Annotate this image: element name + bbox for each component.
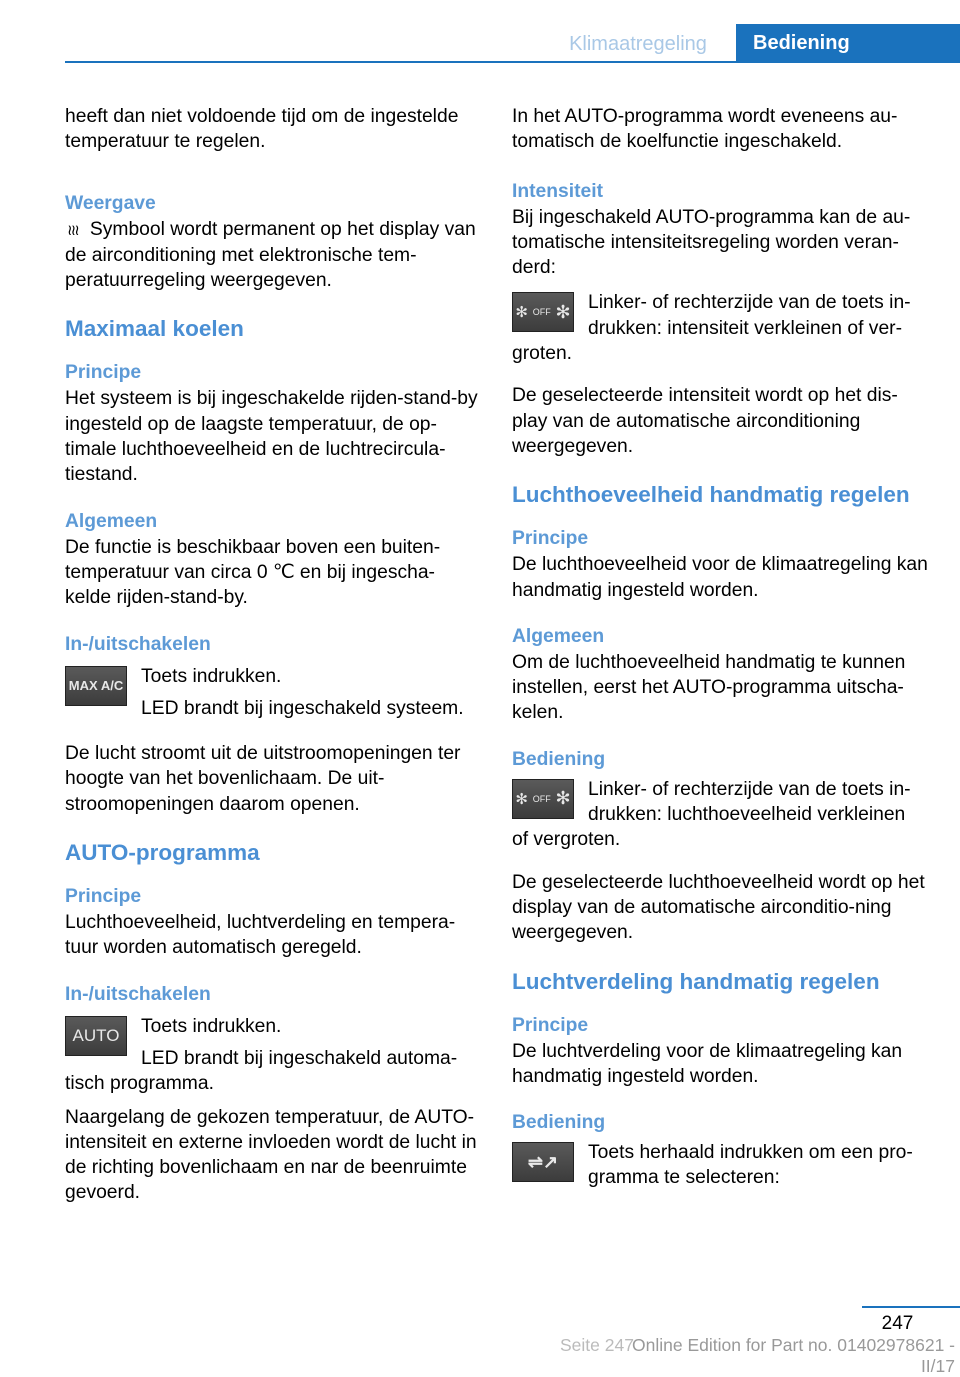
auto-inuit-heading: In-/uitschakelen [65, 983, 211, 1005]
fan-large-icon: ✻ [555, 301, 571, 322]
airflow-principe-text: De luchthoeveelheid voor de klimaatregeling kan handmatig ingesteld worden. [512, 554, 928, 601]
intensity-row [512, 290, 932, 341]
auto-extra-text: Naargelang de gekozen temperatuur, de AUTO-intensiteit en externe invloeden wordt de lucht in de richting bovenlichaam en nar de beenruimte gevoerd. [65, 1106, 477, 1204]
page-number: 247 [881, 1313, 914, 1334]
airflow-algemeen-heading: Algemeen [512, 625, 605, 647]
auto-principe-heading: Principe [65, 886, 142, 908]
distribution-principe-text: De luchtverdeling voor de klimaatregeling kan handmatig ingesteld worden. [512, 1040, 903, 1087]
airflow-display-text: De geselecteerde luchthoeveelheid wordt op het display van de automatische airconditio-ning weergegeven. [512, 871, 925, 944]
airflow-principe-heading: Principe [512, 528, 589, 550]
distribution-heading: Luchtverdeling handmatig regelen [512, 968, 880, 994]
auto-program-heading: AUTO-programma [65, 840, 260, 866]
off-label: OFF [532, 793, 551, 804]
max-flow-text: De lucht stroomt uit de uitstroomopeningen ter hoogte van het bovenlichaam. De uit-stroomopeningen daarom openen. [65, 743, 461, 815]
airflow-text-2: of vergroten. [512, 829, 621, 851]
footer-rule [862, 1306, 960, 1308]
intro-text: heeft dan niet voldoende tijd om de ingestelde temperatuur te regelen. [65, 106, 459, 153]
right-column [512, 104, 932, 1191]
max-algemeen-text: De functie is beschikbaar boven een buiten-temperatuur van circa 0 ℃ en bij ingescha-kelde rijden-stand-by. [65, 536, 441, 609]
auto-inuit-text-2b: tisch programma. [65, 1073, 214, 1095]
max-ac-button[interactable]: MAX A/C [65, 666, 127, 706]
airflow-bediening-heading: Bediening [512, 748, 606, 770]
watermark: Seite 247 [560, 1335, 634, 1355]
auto-row [65, 1014, 480, 1072]
distribution-text: Toets herhaald indrukken om een pro-gramma te selecteren: [588, 1142, 913, 1189]
header-tab: Bediening [736, 24, 960, 63]
max-ac-row [65, 664, 480, 722]
auto-button[interactable]: AUTO [65, 1016, 127, 1056]
intensiteit-text: Bij ingeschakeld AUTO-programma kan de au-tomatische intensiteitsregeling worden veran-derd: [512, 206, 911, 279]
airflow-algemeen-text: Om de luchthoeveelheid handmatig te kunnen instellen, eerst het AUTO-programma uitscha-kelen. [512, 651, 906, 724]
airflow-row [512, 777, 932, 828]
intensity-display-text: De geselecteerde intensiteit wordt op het dis-play van de automatische airconditioning weergegeven. [512, 385, 898, 457]
auto-principe-text: Luchthoeveelheid, luchtverdeling en tempera-tuur worden automatisch geregeld. [65, 912, 456, 959]
max-principe-text: Het systeem is bij ingeschakelde rijden-stand-by ingesteld op de laagste temperatuur, de op-timale luchthoeveelheid en de luchtrecircula-tiestand. [65, 388, 478, 486]
fan-small-icon: ✻ [515, 790, 528, 808]
intensity-text-1: Linker- of rechterzijde van de toets in-drukken: intensiteit verkleinen of ver- [588, 292, 911, 339]
intensity-text-2: groten. [512, 343, 573, 365]
ac-indicator-icon: ≀≀≀ [67, 221, 78, 239]
header-section-title: Klimaatregeling [569, 33, 707, 55]
auto-cool-text: In het AUTO-programma wordt eveneens au-tomatisch de koelfunctie ingeschakeld. [512, 106, 898, 153]
max-inuit-text-1: Toets indrukken. [141, 665, 282, 687]
intensity-button[interactable] [512, 292, 574, 332]
distribution-principe-heading: Principe [512, 1014, 589, 1036]
max-inuit-text-2: LED brandt bij ingeschakeld systeem. [141, 697, 464, 719]
left-column [65, 104, 480, 1206]
weergave-heading: Weergave [65, 192, 156, 214]
weergave-text [65, 217, 480, 294]
max-principe-heading: Principe [65, 362, 142, 384]
max-inuit-heading: In-/uitschakelen [65, 633, 211, 655]
distribution-row [512, 1140, 932, 1191]
max-algemeen-heading: Algemeen [65, 510, 158, 532]
fan-small-icon: ✻ [515, 304, 528, 322]
distribution-bediening-heading: Bediening [512, 1112, 606, 1134]
auto-inuit-text-1: Toets indrukken. [141, 1015, 282, 1037]
air-distribution-button[interactable] [512, 1142, 574, 1182]
air-distribution-icon: ⇌↗ [527, 1151, 559, 1172]
header-rule [65, 61, 960, 63]
airflow-heading: Luchthoeveelheid handmatig regelen [512, 482, 910, 508]
airflow-button[interactable] [512, 779, 574, 819]
airflow-text-1: Linker- of rechterzijde van de toets in-drukken: luchthoeveelheid verkleinen [588, 778, 911, 826]
intensiteit-heading: Intensiteit [512, 180, 604, 202]
fan-large-icon: ✻ [555, 788, 571, 809]
weergave-body: Symbool wordt permanent op het display van de airconditioning met elektronische tem-peratuurregeling weergegeven. [65, 218, 476, 292]
max-cooling-heading: Maximaal koelen [65, 316, 244, 342]
edition-text: Online Edition for Part no. 01402978621 - II/17 [632, 1335, 955, 1376]
auto-inuit-text-2a: LED brandt bij ingeschakeld automa- [141, 1047, 458, 1069]
off-label: OFF [532, 307, 551, 318]
